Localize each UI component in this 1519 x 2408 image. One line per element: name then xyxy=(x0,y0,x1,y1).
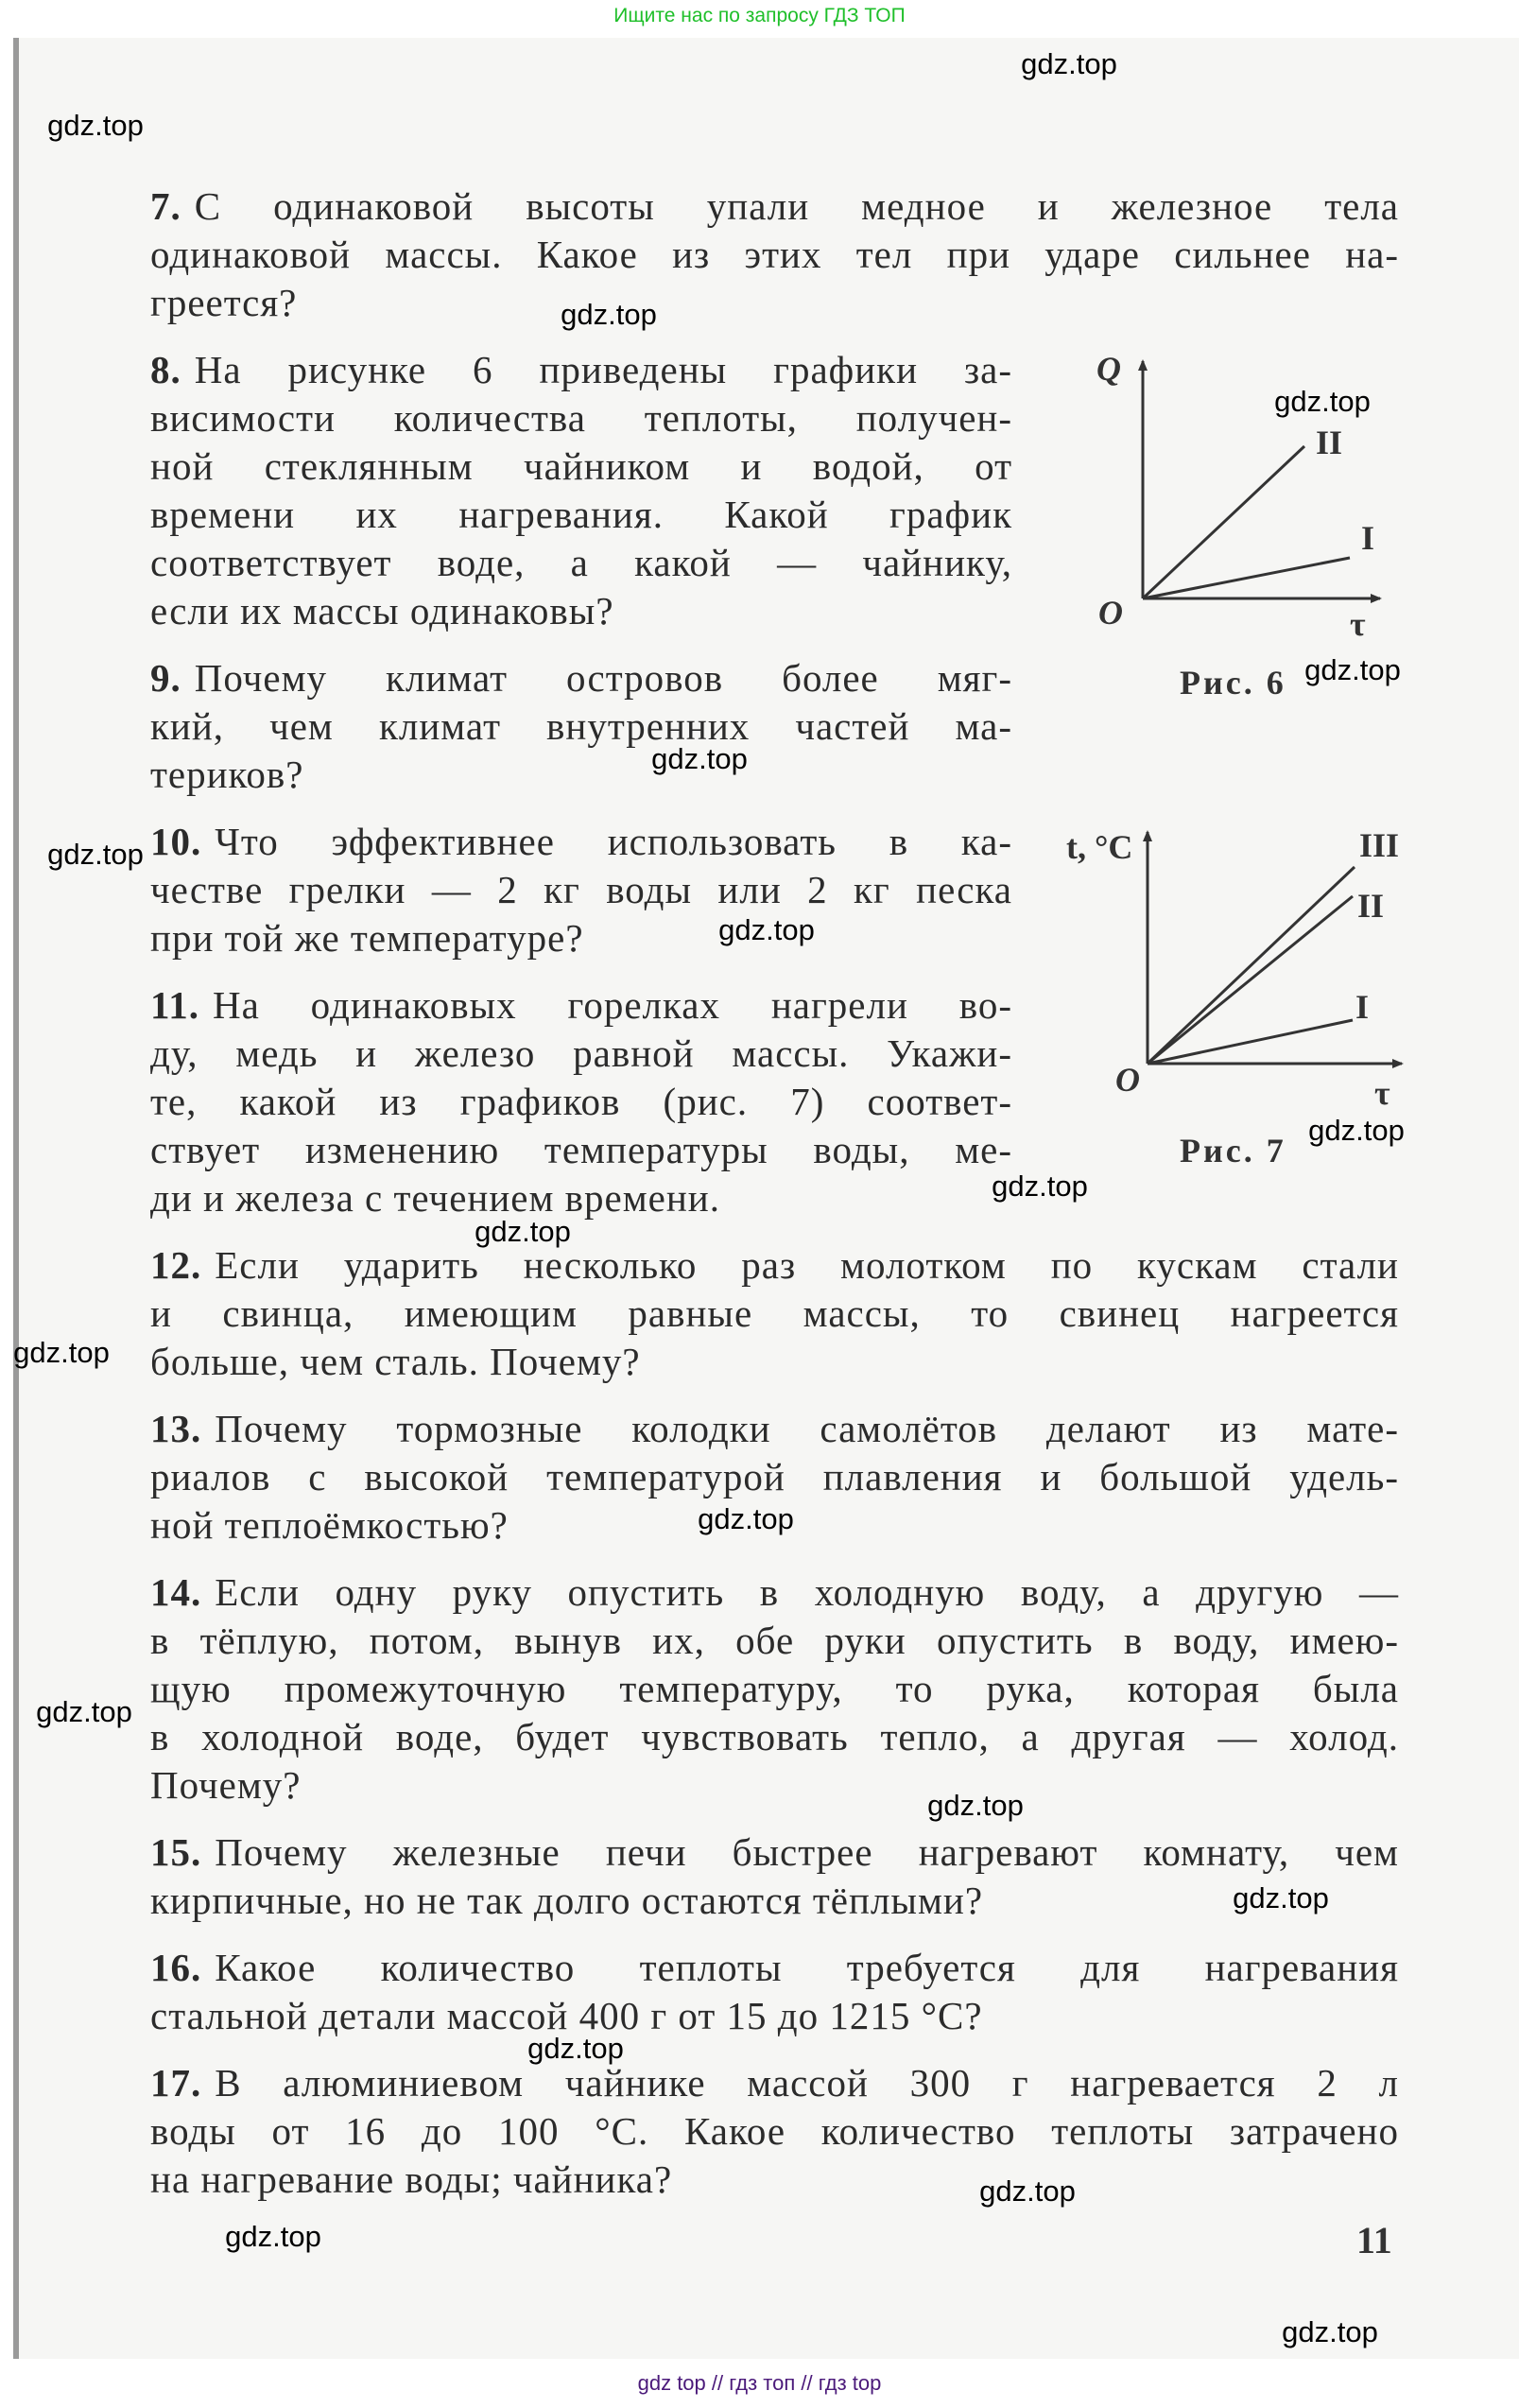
problem-number: 17. xyxy=(150,2061,202,2105)
problem-text: Почему тормозные колодки самолётов делают из мате- xyxy=(215,1407,1399,1450)
watermark: gdz.top xyxy=(47,838,144,871)
problem-text: риалов с высокой температурой плавления и большой удель- xyxy=(150,1455,1399,1499)
fig7-label-III: III xyxy=(1359,826,1400,864)
watermark: gdz.top xyxy=(1282,2315,1378,2348)
watermark: gdz.top xyxy=(979,2174,1076,2208)
problem-text: кирпичные, но не так долго остаются тёплыми? xyxy=(150,1879,984,1922)
problem-text: ной стеклянным чайником и водой, от xyxy=(150,444,1012,488)
fig6-label-II: II xyxy=(1316,424,1343,461)
watermark: gdz.top xyxy=(36,1695,132,1728)
fig7-line-II xyxy=(1148,896,1353,1064)
problem-number: 12. xyxy=(150,1243,202,1287)
watermark: gdz.top xyxy=(1021,47,1117,80)
watermark: gdz.top xyxy=(698,1502,794,1535)
problem-text: Что эффективнее использовать в ка- xyxy=(215,820,1012,863)
problem-number: 8. xyxy=(150,348,181,391)
problem-text: С одинаковой высоты упали медное и железное тела xyxy=(194,184,1399,228)
watermark: gdz.top xyxy=(1304,653,1401,686)
problem-text: греется? xyxy=(150,281,298,324)
watermark: gdz.top xyxy=(225,2220,321,2253)
fig6-y-label: Q xyxy=(1096,350,1121,388)
watermark: gdz.top xyxy=(651,742,748,775)
watermark: gdz.top xyxy=(47,109,144,142)
watermark: gdz.top xyxy=(475,1215,571,1248)
fig6-label-I: I xyxy=(1361,519,1375,557)
problem-text: Какое количество теплоты требуется для нагревания xyxy=(215,1946,1399,1989)
problem-text: больше, чем сталь. Почему? xyxy=(150,1340,641,1383)
problem-number: 11. xyxy=(150,983,199,1027)
watermark: gdz.top xyxy=(1233,1881,1329,1914)
fig6-line-I xyxy=(1143,558,1350,598)
problem-text: времени их нагревания. Какой график xyxy=(150,493,1012,536)
watermark: gdz.top xyxy=(927,1789,1024,1822)
problem-number: 15. xyxy=(150,1830,202,1874)
problem-text: ной теплоёмкостью? xyxy=(150,1503,509,1547)
fig6-caption: Рис. 6 xyxy=(1180,664,1286,702)
watermark: gdz.top xyxy=(13,1336,110,1369)
fig7-label-II: II xyxy=(1357,887,1385,925)
problem-text: при той же температуре? xyxy=(150,916,584,960)
watermark: gdz.top xyxy=(718,913,815,946)
problem-text: воды от 16 до 100 °С. Какое количество теплоты затрачено xyxy=(150,2109,1399,2153)
problem-number: 10. xyxy=(150,820,202,863)
problem-text: Почему климат островов более мяг- xyxy=(194,656,1012,700)
fig7-line-I xyxy=(1148,1020,1353,1064)
problem-text: и свинца, имеющим равные массы, то свинец нагреется xyxy=(150,1291,1399,1335)
problem-text: в холодной воде, будет чувствовать тепло, а другая — холод. xyxy=(150,1715,1399,1758)
watermark: gdz.top xyxy=(992,1169,1088,1203)
problem-text: честве грелки — 2 кг воды или 2 кг песка xyxy=(150,868,1012,911)
page-number: 11 xyxy=(1356,2219,1392,2261)
problem-text: те, какой из графиков (рис. 7) соответ- xyxy=(150,1080,1012,1123)
problem-text: щую промежуточную температуру, то рука, которая была xyxy=(150,1667,1399,1710)
problem-text: соответствует воде, а какой — чайнику, xyxy=(150,541,1012,584)
watermark: gdz.top xyxy=(1274,385,1371,418)
problem-text: Если одну руку опустить в холодную воду, а другую — xyxy=(215,1570,1399,1614)
watermark: gdz.top xyxy=(527,2032,624,2065)
problem-text: одинаковой массы. Какое из этих тел при ударе сильнее на- xyxy=(150,233,1399,276)
problem-number: 16. xyxy=(150,1946,202,1989)
watermark: gdz.top xyxy=(1308,1114,1405,1147)
problem-text: В алюминиевом чайнике массой 300 г нагревается 2 л xyxy=(215,2061,1399,2105)
fig7-y-label: t, °C xyxy=(1066,828,1133,866)
footer-links[interactable]: gdz top // гдз топ // гдз top xyxy=(637,2371,882,2395)
problem-number: 9. xyxy=(150,656,181,700)
fig6-origin: O xyxy=(1098,594,1123,632)
problem-text: териков? xyxy=(150,753,304,796)
fig6-line-II xyxy=(1143,446,1304,598)
problem-text: На рисунке 6 приведены графики за- xyxy=(194,348,1012,391)
problem-text: На одинаковых горелках нагрели во- xyxy=(213,983,1012,1027)
fig6-x-label: τ xyxy=(1350,605,1366,643)
problem-text: висимости количества теплоты, получен- xyxy=(150,396,1012,440)
problem-text: если их массы одинаковы? xyxy=(150,589,614,632)
problem-number: 7. xyxy=(150,184,181,228)
problem-text: Почему? xyxy=(150,1763,302,1807)
problem-text: на нагревание воды; чайника? xyxy=(150,2157,673,2201)
problem-text: ди и железа с течением времени. xyxy=(150,1176,720,1220)
fig7-label-I: I xyxy=(1355,988,1370,1026)
problem-number: 13. xyxy=(150,1407,202,1450)
problem-text: в тёплую, потом, вынув их, обе руки опустить в воду, имею- xyxy=(150,1619,1399,1662)
watermark: gdz.top xyxy=(561,298,657,331)
problem-text: Если ударить несколько раз молотком по кускам стали xyxy=(215,1243,1399,1287)
problem-text: ду, медь и железо равной массы. Укажи- xyxy=(150,1031,1012,1075)
fig7-caption: Рис. 7 xyxy=(1180,1132,1286,1169)
problem-text: ствует изменению температуры воды, ме- xyxy=(150,1128,1012,1171)
problem-text: Почему железные печи быстрее нагревают комнату, чем xyxy=(215,1830,1399,1874)
figure-7 xyxy=(1148,832,1402,1064)
fig7-x-label: τ xyxy=(1374,1074,1390,1112)
fig7-line-III xyxy=(1148,867,1355,1064)
problem-text: стальной детали массой 400 г от 15 до 1215 °С? xyxy=(150,1994,983,2037)
problem-number: 14. xyxy=(150,1570,202,1614)
search-banner: Ищите нас по запросу ГДЗ ТОП xyxy=(613,5,906,26)
fig7-origin: O xyxy=(1115,1061,1140,1099)
problem-text: кий, чем климат внутренних частей ма- xyxy=(150,704,1012,748)
